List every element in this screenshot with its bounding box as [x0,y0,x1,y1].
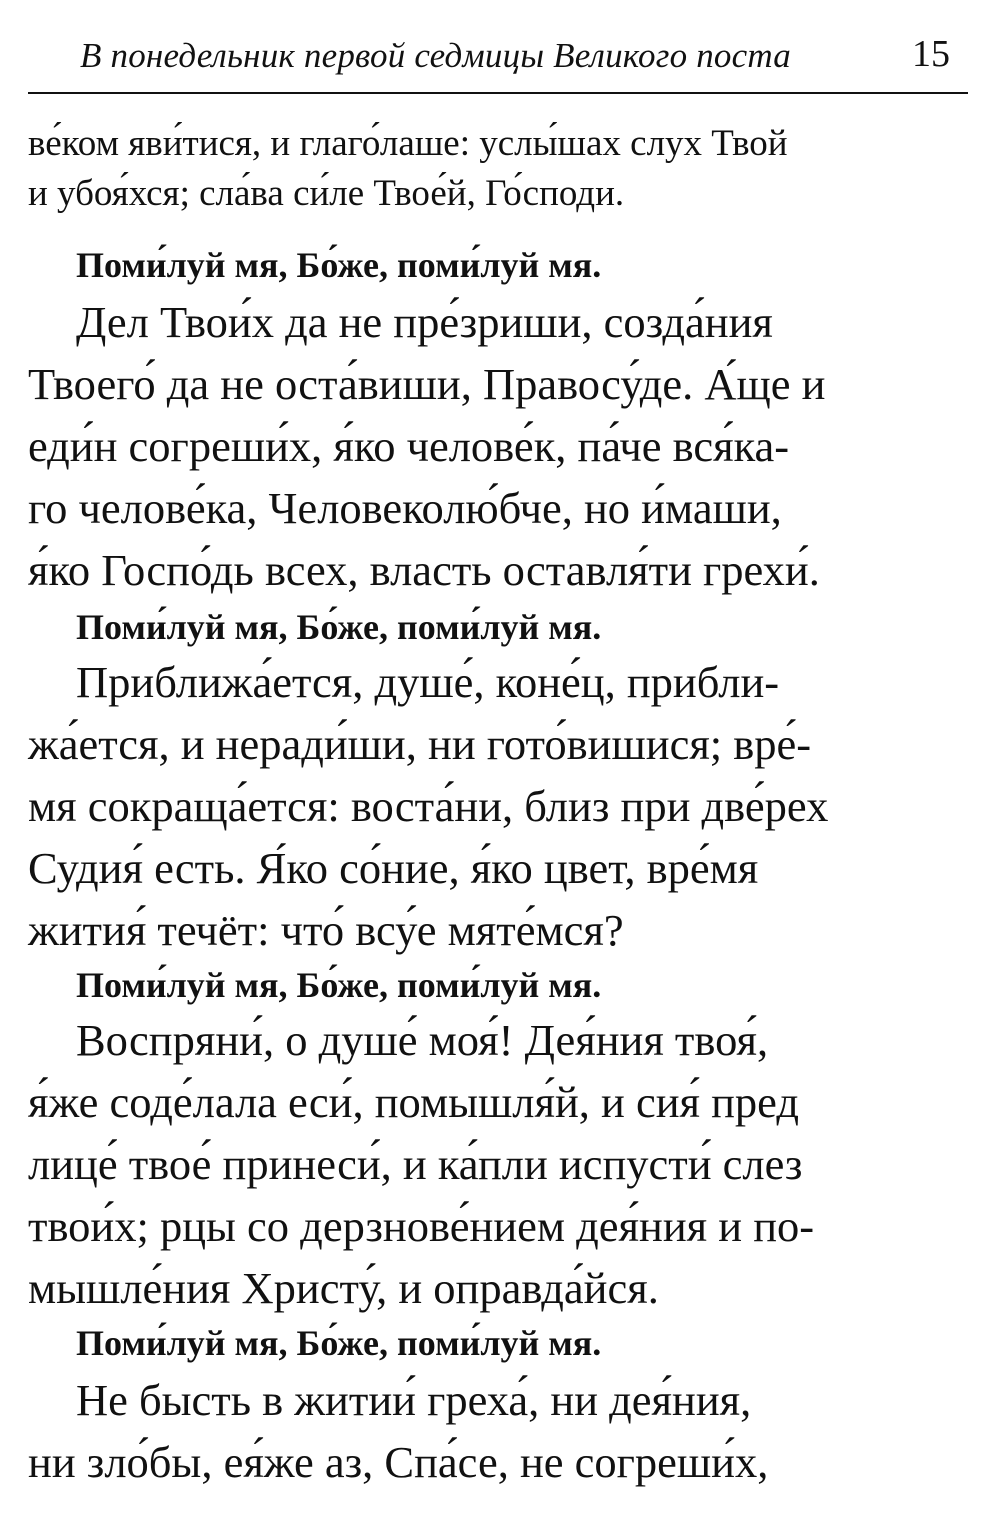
text-line: Дел Твои́х да не пре́зриши, созда́ния [76,297,773,347]
text-line: я́же соде́лала еси́, помышля́й, и сия́ пред [28,1077,799,1127]
text-line: лице́ твое́ принеси́, и ка́пли испусти́ слез [28,1139,803,1189]
refrain: Поми́луй мя, Бо́же, поми́луй мя. [76,607,602,647]
text-line: Приближа́ется, душе́, коне́ц, прибли- [76,657,780,707]
refrain: Поми́луй мя, Бо́же, поми́луй мя. [76,245,602,285]
text-line: твои́х; рцы со дерзнове́нием дея́ния и по- [28,1201,815,1251]
text-line: жа́ется, и неради́ши, ни гото́вишися; вре́- [28,719,812,769]
running-title: В понедельник первой седмицы Великого поста [80,36,791,75]
refrain: Поми́луй мя, Бо́же, поми́луй мя. [76,965,602,1005]
refrain: Поми́луй мя, Бо́же, поми́луй мя. [76,1323,602,1363]
page-number: 15 [912,33,950,75]
text-line: и убоя́хся; сла́ва си́ле Твое́й, Го́споди. [28,173,625,214]
text-line: го челове́ка, Человеколю́бче, но и́маши, [28,483,782,533]
text-line: ве́ком яви́тися, и глаго́лаше: услы́шах слух Твой [28,123,788,164]
text-line: еди́н согреши́х, я́ко челове́к, па́че вся́ка- [28,421,790,471]
text-line: жития́ течёт: что́ всу́е мяте́мся? [28,905,624,955]
text-line: я́ко Госпо́дь всех, власть оставля́ти грехи́. [28,545,820,595]
text-line: Судия́ есть. Я́ко со́ние, я́ко цвет, вре́мя [28,843,759,893]
running-header [28,24,968,94]
text-line: Не бысть в житии́ греха́, ни дея́ния, [76,1375,752,1425]
text-line: Твоего́ да не оста́виши, Правосу́де. А́ще и [28,359,826,409]
text-line: ни зло́бы, ея́же аз, Спа́се, не согреши́х, [28,1437,769,1487]
text-line: Воспряни́, о душе́ моя́! Дея́ния твоя́, [76,1015,769,1065]
text-line: мышле́ния Христу́, и оправда́йся. [28,1263,659,1313]
text-line: мя сокраща́ется: воста́ни, близ при две́рех [28,781,829,831]
